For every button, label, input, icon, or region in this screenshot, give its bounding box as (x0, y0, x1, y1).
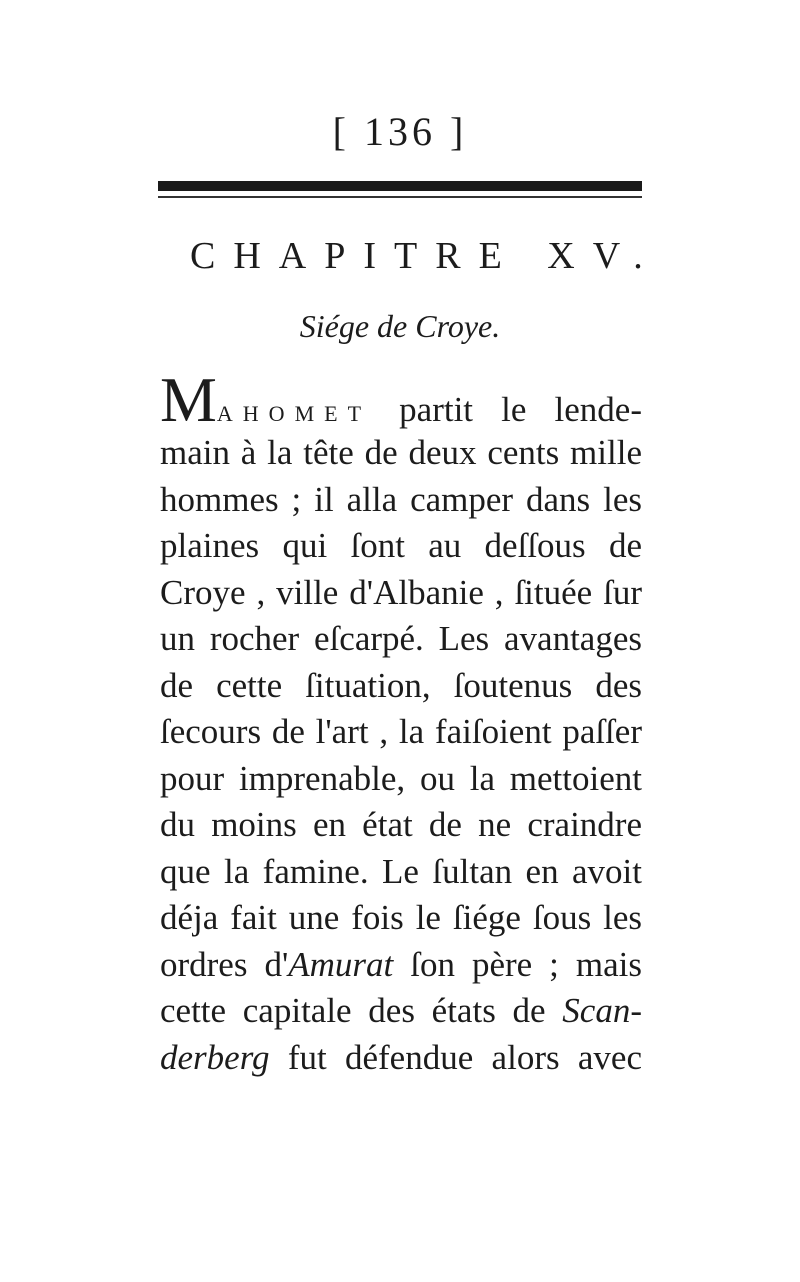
text-line-12: déja fait une fois le ſiége ſous les (160, 898, 642, 937)
body-text (160, 370, 642, 1081)
chapter-title: CHAPITRE XV. (190, 235, 661, 277)
line-15-after: fut défendue alors avec (269, 1037, 642, 1077)
text-line-2: main à la tête de deux cents mille (160, 433, 642, 472)
small-caps-word: AHOMET (216, 401, 372, 426)
text-line-7: de cette ſituation, ſoutenus des (160, 665, 642, 705)
text-line-1 (160, 370, 642, 430)
text-line-15 (160, 1035, 642, 1082)
drop-cap: M (160, 370, 217, 430)
line-14-before: cette capitale des états de (160, 991, 563, 1030)
name-scanderberg-part1: Scan- (562, 991, 642, 1030)
name-scanderberg-part2: derberg (160, 1037, 270, 1077)
text-line-13 (160, 942, 642, 989)
header-rule-thin (158, 196, 642, 198)
text-line-6: un rocher eſcarpé. Les avantages (160, 619, 642, 658)
header-rule-thick (158, 181, 642, 191)
text-line-11: que la famine. Le ſultan en avoit (160, 851, 642, 891)
text-line-3: hommes ; il alla camper dans les (160, 479, 642, 519)
chapter-subtitle: Siége de Croye. (299, 308, 501, 344)
line-1-rest: partit le lende- (399, 390, 642, 429)
text-line-8: ſecours de l'art , la faiſoient paſſer (160, 712, 642, 751)
line-13-before: ordres d' (160, 944, 289, 984)
text-line-9: pour imprenable, ou la mettoient (160, 758, 642, 798)
page-number: [ 136 ] (332, 109, 468, 154)
text-line-4: plaines qui ſont au deſſous de (160, 526, 642, 565)
line-13-after: ſon père ; mais (393, 944, 642, 984)
name-amurat: Amurat (288, 944, 394, 984)
text-line-14 (160, 988, 642, 1035)
text-line-10: du moins en état de ne craindre (160, 805, 642, 844)
text-line-5: Croye , ville d'Albanie , ſituée ſur (160, 572, 642, 612)
